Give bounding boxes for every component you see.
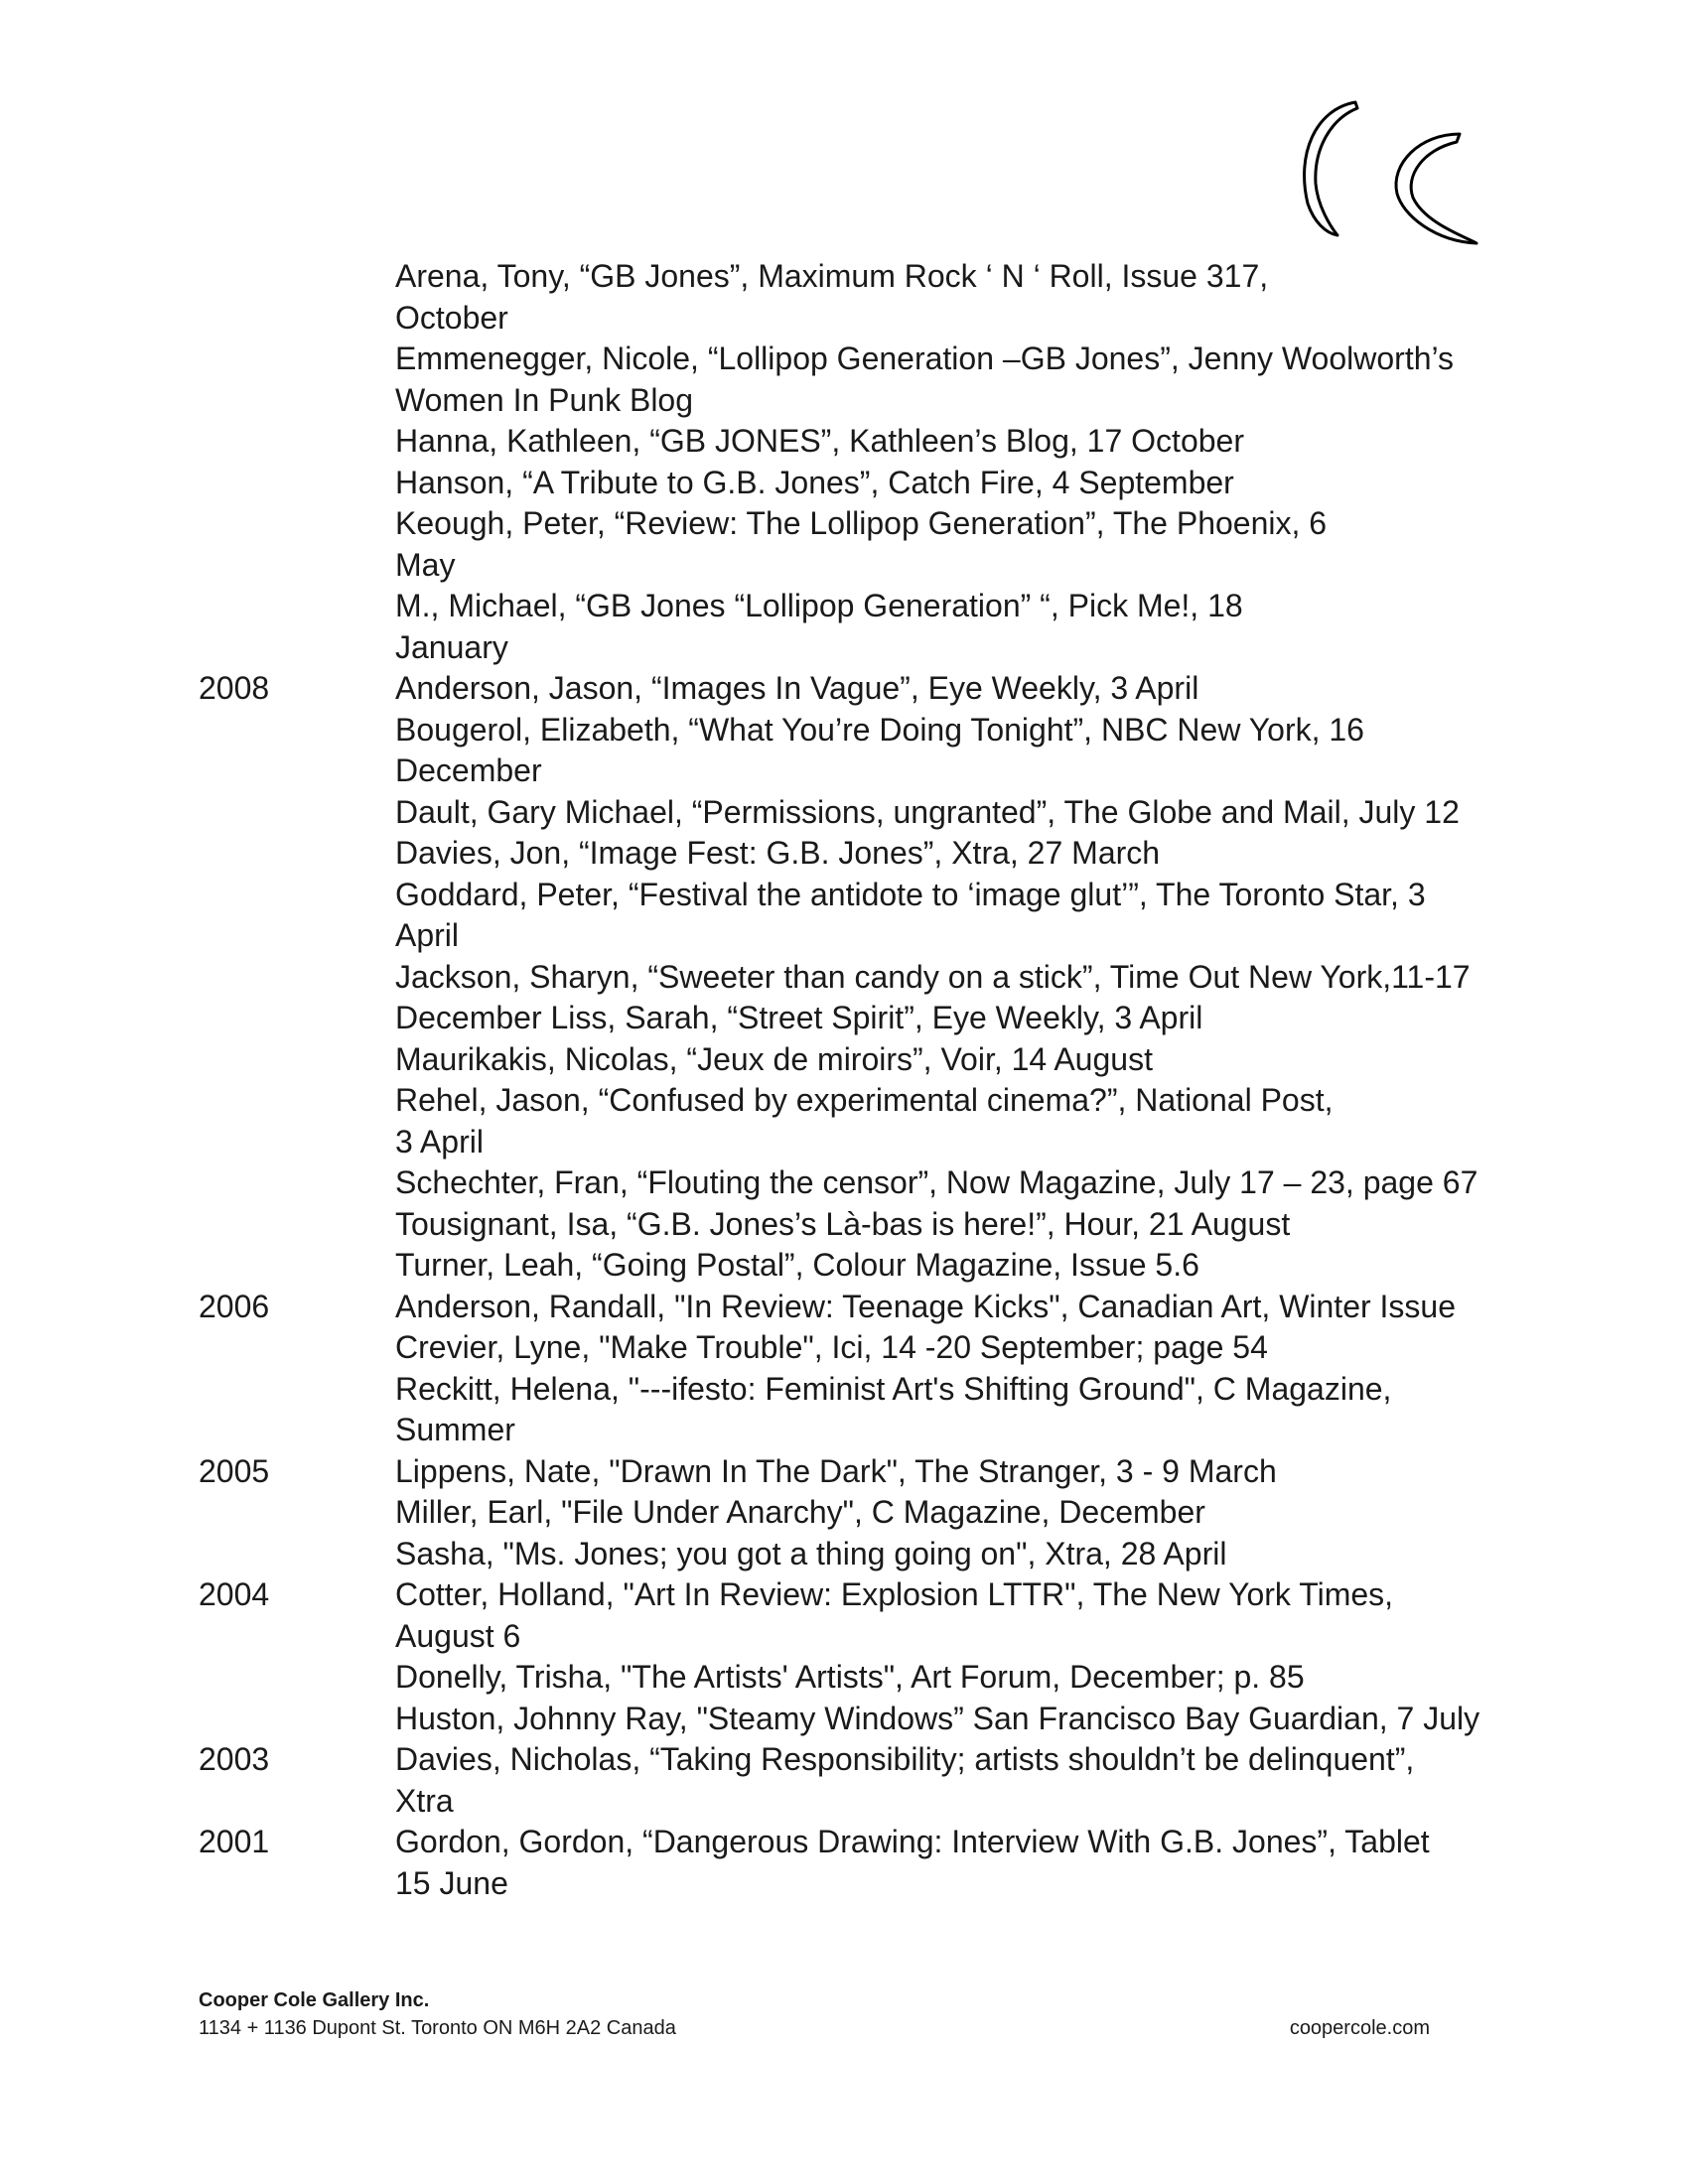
citation-text: Hanson, “A Tribute to G.B. Jones”, Catch Fire, 4 September: [395, 464, 1234, 500]
entry-line: [199, 957, 1489, 999]
citation-text: Lippens, Nate, "Drawn In The Dark", The Stranger, 3 - 9 March: [395, 1452, 1277, 1489]
entry-line: [199, 503, 1489, 545]
entry-line: [199, 1245, 1489, 1287]
entry-line: [199, 1739, 1489, 1781]
citation-text: August 6: [395, 1617, 521, 1654]
citation-text: Donelly, Trisha, "The Artists' Artists", Art Forum, December; p. 85: [395, 1659, 1305, 1695]
entry-line: [199, 1327, 1489, 1369]
citation-text: Women In Punk Blog: [395, 381, 694, 418]
entry-line: [199, 1616, 1489, 1658]
year-label: 2006: [199, 1288, 270, 1324]
citation-text: Miller, Earl, "File Under Anarchy", C Magazine, December: [395, 1494, 1205, 1530]
gallery-website: coopercole.com: [1289, 2017, 1430, 2039]
entry-line: [199, 875, 1489, 916]
year-label: 2005: [199, 1452, 270, 1489]
year-label: 2003: [199, 1741, 270, 1777]
citation-text: October: [395, 299, 508, 336]
entry-line: [199, 915, 1489, 957]
entry-line: [199, 1534, 1489, 1575]
citation-text: 15 June: [395, 1864, 508, 1901]
entry-line: [199, 1039, 1489, 1081]
entry-line: [199, 751, 1489, 792]
year-label: 2004: [199, 1576, 270, 1612]
entry-line: [199, 1822, 1489, 1863]
entry-line: [199, 792, 1489, 834]
entry-line: [199, 1492, 1489, 1534]
entry-line: [199, 668, 1489, 710]
citation-text: Xtra: [395, 1782, 454, 1819]
citation-text: December Liss, Sarah, “Street Spirit”, Eye Weekly, 3 April: [395, 1000, 1203, 1035]
entry-line: [199, 1574, 1489, 1616]
citation-text: Davies, Nicholas, “Taking Responsibility; artists shouldn’t be delinquent”,: [395, 1741, 1415, 1777]
citation-text: 3 April: [395, 1123, 484, 1160]
citation-text: Arena, Tony, “GB Jones”, Maximum Rock ‘ N ‘ Roll, Issue 317,: [395, 258, 1269, 294]
citation-text: Sasha, "Ms. Jones; you got a thing going on", Xtra, 28 April: [395, 1535, 1227, 1571]
citation-text: Gordon, Gordon, “Dangerous Drawing: Interview With G.B. Jones”, Tablet: [395, 1824, 1430, 1859]
citation-text: Bougerol, Elizabeth, “What You’re Doing Tonight”, NBC New York, 16: [395, 711, 1364, 748]
entry-line: [199, 627, 1489, 669]
citation-text: Hanna, Kathleen, “GB JONES”, Kathleen’s Blog, 17 October: [395, 423, 1244, 459]
citation-text: Anderson, Randall, "In Review: Teenage Kicks", Canadian Art, Winter Issue: [395, 1288, 1457, 1324]
entry-line: [199, 833, 1489, 875]
year-label: 2008: [199, 670, 270, 706]
citation-text: Jackson, Sharyn, “Sweeter than candy on a stick”, Time Out New York,11-17: [395, 958, 1471, 995]
entry-line: [199, 998, 1489, 1039]
cc-logo: [1296, 94, 1494, 263]
citation-text: Emmenegger, Nicole, “Lollipop Generation –GB Jones”, Jenny Woolworth’s: [395, 341, 1455, 376]
gallery-name: Cooper Cole Gallery Inc.: [199, 1989, 430, 2011]
entry-line: [199, 1204, 1489, 1246]
citation-text: Davies, Jon, “Image Fest: G.B. Jones”, Xtra, 27 March: [395, 835, 1161, 871]
entry-line: [199, 1162, 1489, 1204]
citation-text: M., Michael, “GB Jones “Lollipop Generation” “, Pick Me!, 18: [395, 588, 1243, 623]
entry-line: [199, 380, 1489, 422]
entry-line: [199, 1080, 1489, 1122]
footer: [199, 1986, 1430, 2042]
entry-line: [199, 339, 1489, 380]
citation-text: May: [395, 546, 456, 583]
citation-text: Huston, Johnny Ray, "Steamy Windows” San Francisco Bay Guardian, 7 July: [395, 1700, 1480, 1736]
entry-line: [199, 710, 1489, 751]
entry-line: [199, 256, 1489, 298]
citation-text: Schechter, Fran, “Flouting the censor”, Now Magazine, July 17 – 23, page 67: [395, 1164, 1478, 1200]
entry-line: [199, 545, 1489, 587]
citation-text: Maurikakis, Nicolas, “Jeux de miroirs”, Voir, 14 August: [395, 1040, 1153, 1077]
citation-text: Keough, Peter, “Review: The Lollipop Generation”, The Phoenix, 6: [395, 505, 1328, 541]
entry-line: [199, 421, 1489, 463]
entry-line: [199, 1122, 1489, 1163]
gallery-address: 1134 + 1136 Dupont St. Toronto ON M6H 2A2 Canada: [199, 2017, 676, 2039]
entry-line: [199, 586, 1489, 627]
citation-text: Goddard, Peter, “Festival the antidote to ‘image glut’”, The Toronto Star, 3: [395, 876, 1426, 912]
citation-text: December: [395, 752, 542, 788]
citation-text: January: [395, 628, 508, 665]
year-label: 2001: [199, 1824, 270, 1859]
entry-line: [199, 1287, 1489, 1328]
citation-text: Crevier, Lyne, "Make Trouble", Ici, 14 -20 September; page 54: [395, 1329, 1268, 1365]
entry-line: [199, 1781, 1489, 1823]
entry-line: [199, 1657, 1489, 1699]
entry-line: [199, 1410, 1489, 1451]
citation-text: Anderson, Jason, “Images In Vague”, Eye Weekly, 3 April: [395, 670, 1199, 706]
bibliography-list: [199, 256, 1489, 1904]
entry-line: [199, 1369, 1489, 1411]
citation-text: Dault, Gary Michael, “Permissions, ungranted”, The Globe and Mail, July 12: [395, 793, 1460, 830]
entry-line: [199, 463, 1489, 504]
citation-text: Rehel, Jason, “Confused by experimental cinema?”, National Post,: [395, 1082, 1334, 1118]
citation-text: Tousignant, Isa, “G.B. Jones’s Là-bas is here!”, Hour, 21 August: [395, 1205, 1291, 1242]
entry-line: [199, 1451, 1489, 1493]
citation-text: April: [395, 917, 460, 953]
citation-text: Reckitt, Helena, "---ifesto: Feminist Art's Shifting Ground", C Magazine,: [395, 1370, 1392, 1407]
entry-line: [199, 1863, 1489, 1905]
citation-text: Summer: [395, 1412, 515, 1447]
citation-text: Turner, Leah, “Going Postal”, Colour Magazine, Issue 5.6: [395, 1247, 1199, 1283]
entry-line: [199, 1699, 1489, 1740]
citation-text: Cotter, Holland, "Art In Review: Explosion LTTR", The New York Times,: [395, 1576, 1394, 1612]
entry-line: [199, 298, 1489, 340]
